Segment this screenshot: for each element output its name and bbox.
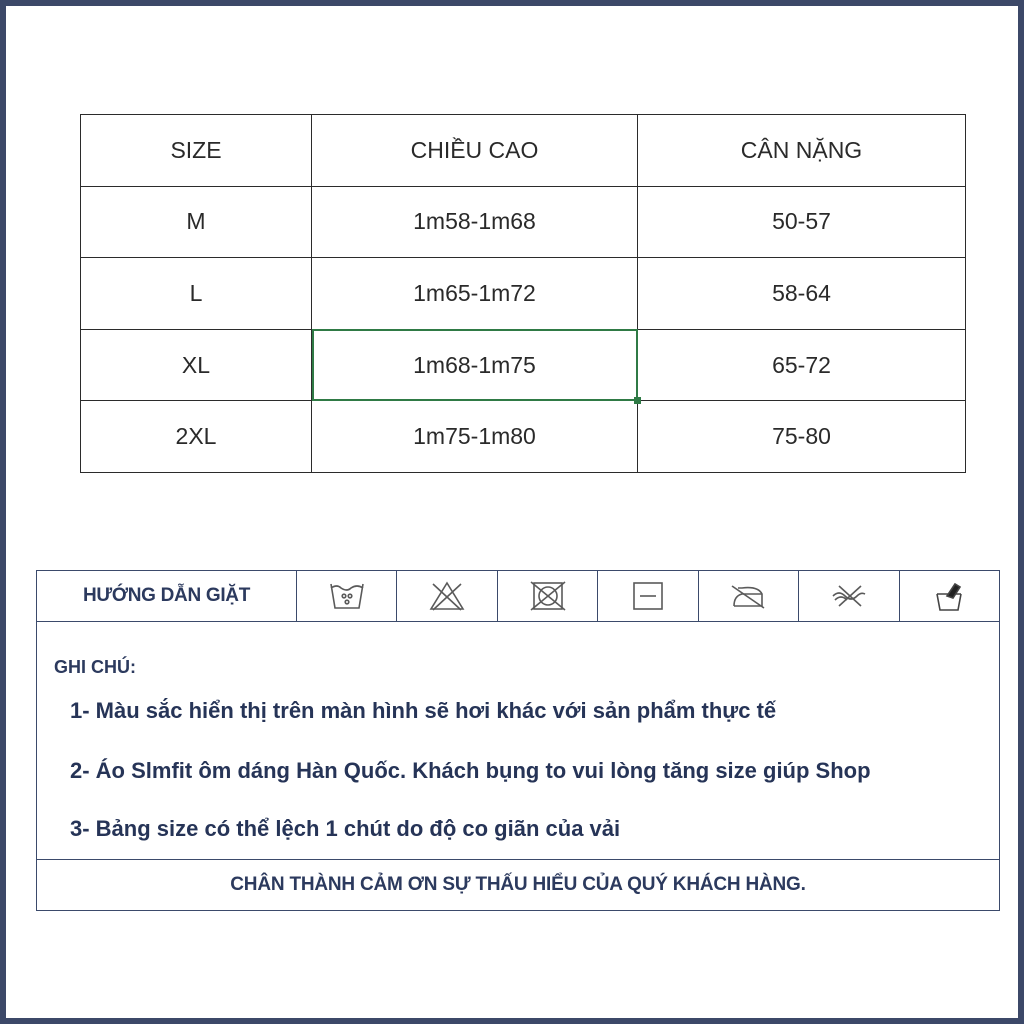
notes-section [37,622,999,860]
notes-label: GHI CHÚ: [54,657,136,677]
no-bleach-icon [397,571,497,621]
cell-weight[interactable]: 65-72 [638,329,966,401]
size-table [80,114,966,473]
table-row [81,401,966,473]
cell-height-selected[interactable] [312,329,638,401]
note-item: 2- Áo Slmfit ôm dáng Hàn Quốc. Khách bụng to vui lòng tăng size giúp Shop [70,758,871,783]
cell-size[interactable]: 2XL [81,401,312,473]
table-row [81,329,966,401]
cell-height[interactable]: 1m75-1m80 [312,401,638,473]
low-iron-icon [699,571,799,621]
cell-weight[interactable]: 50-57 [638,186,966,258]
cell-size[interactable]: L [81,258,312,330]
cell-text: 1m68-1m75 [413,351,536,378]
table-row [81,258,966,330]
cell-size[interactable]: XL [81,329,312,401]
note-item: 1- Màu sắc hiển thị trên màn hình sẽ hơi khác với sản phẩm thực tế [70,698,777,723]
care-header [37,571,999,622]
table-row [81,186,966,258]
no-dry-clean-icon [799,571,899,621]
cell-size[interactable]: M [81,186,312,258]
cell-weight[interactable]: 58-64 [638,258,966,330]
no-tumble-dry-icon [498,571,598,621]
wash-30-icon [297,571,397,621]
no-wring-icon [900,571,999,621]
cell-height[interactable]: 1m65-1m72 [312,258,638,330]
note-item: 3- Bảng size có thể lệch 1 chút do độ co giãn của vải [70,816,621,841]
header-size: SIZE [81,115,312,187]
care-title: HƯỚNG DẪN GIẶT [37,571,297,621]
flat-dry-icon [598,571,698,621]
cell-height[interactable]: 1m58-1m68 [312,186,638,258]
thanks-message: CHÂN THÀNH CẢM ƠN SỰ THẤU HIỂU CỦA QUÝ KHÁCH HÀNG. [230,874,806,895]
table-header-row [81,115,966,187]
header-height: CHIỀU CAO [312,115,638,187]
cell-weight[interactable]: 75-80 [638,401,966,473]
header-weight: CÂN NẶNG [638,115,966,187]
care-instructions-box [36,570,1000,911]
